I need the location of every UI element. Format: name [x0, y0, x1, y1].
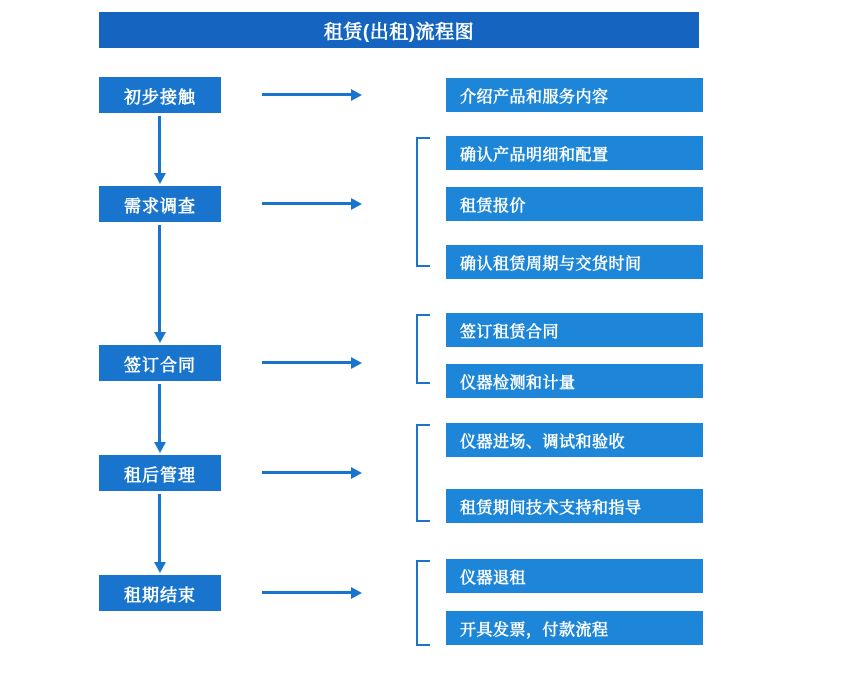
horizontal-arrow-3: [262, 357, 362, 369]
horizontal-arrow-5: [262, 587, 362, 599]
detail-box-2[interactable]: 确认产品明细和配置: [446, 136, 703, 170]
stage-box-3[interactable]: 签订合同: [99, 345, 221, 381]
bracket-group-3: [416, 314, 430, 384]
horizontal-arrow-4: [262, 467, 362, 479]
horizontal-arrow-1: [262, 89, 362, 101]
bracket-group-2: [416, 137, 430, 267]
vertical-arrow-4: [154, 494, 166, 573]
page-title: 租赁(出租)流程图: [99, 12, 699, 48]
vertical-arrow-2: [154, 225, 166, 343]
detail-box-1[interactable]: 介绍产品和服务内容: [446, 78, 703, 112]
stage-box-2[interactable]: 需求调查: [99, 186, 221, 222]
bracket-group-5: [416, 560, 430, 646]
bracket-group-4: [416, 424, 430, 522]
detail-box-5[interactable]: 签订租赁合同: [446, 313, 703, 347]
horizontal-arrow-2: [262, 198, 362, 210]
vertical-arrow-1: [154, 116, 166, 184]
detail-box-6[interactable]: 仪器检测和计量: [446, 364, 703, 398]
detail-box-9[interactable]: 仪器退租: [446, 559, 703, 593]
stage-box-1[interactable]: 初步接触: [99, 77, 221, 113]
detail-box-3[interactable]: 租赁报价: [446, 187, 703, 221]
detail-box-10[interactable]: 开具发票，付款流程: [446, 611, 703, 645]
detail-box-7[interactable]: 仪器进场、调试和验收: [446, 423, 703, 457]
vertical-arrow-3: [154, 384, 166, 453]
detail-box-8[interactable]: 租赁期间技术支持和指导: [446, 489, 703, 523]
stage-box-4[interactable]: 租后管理: [99, 455, 221, 491]
detail-box-4[interactable]: 确认租赁周期与交货时间: [446, 245, 703, 279]
stage-box-5[interactable]: 租期结束: [99, 575, 221, 611]
